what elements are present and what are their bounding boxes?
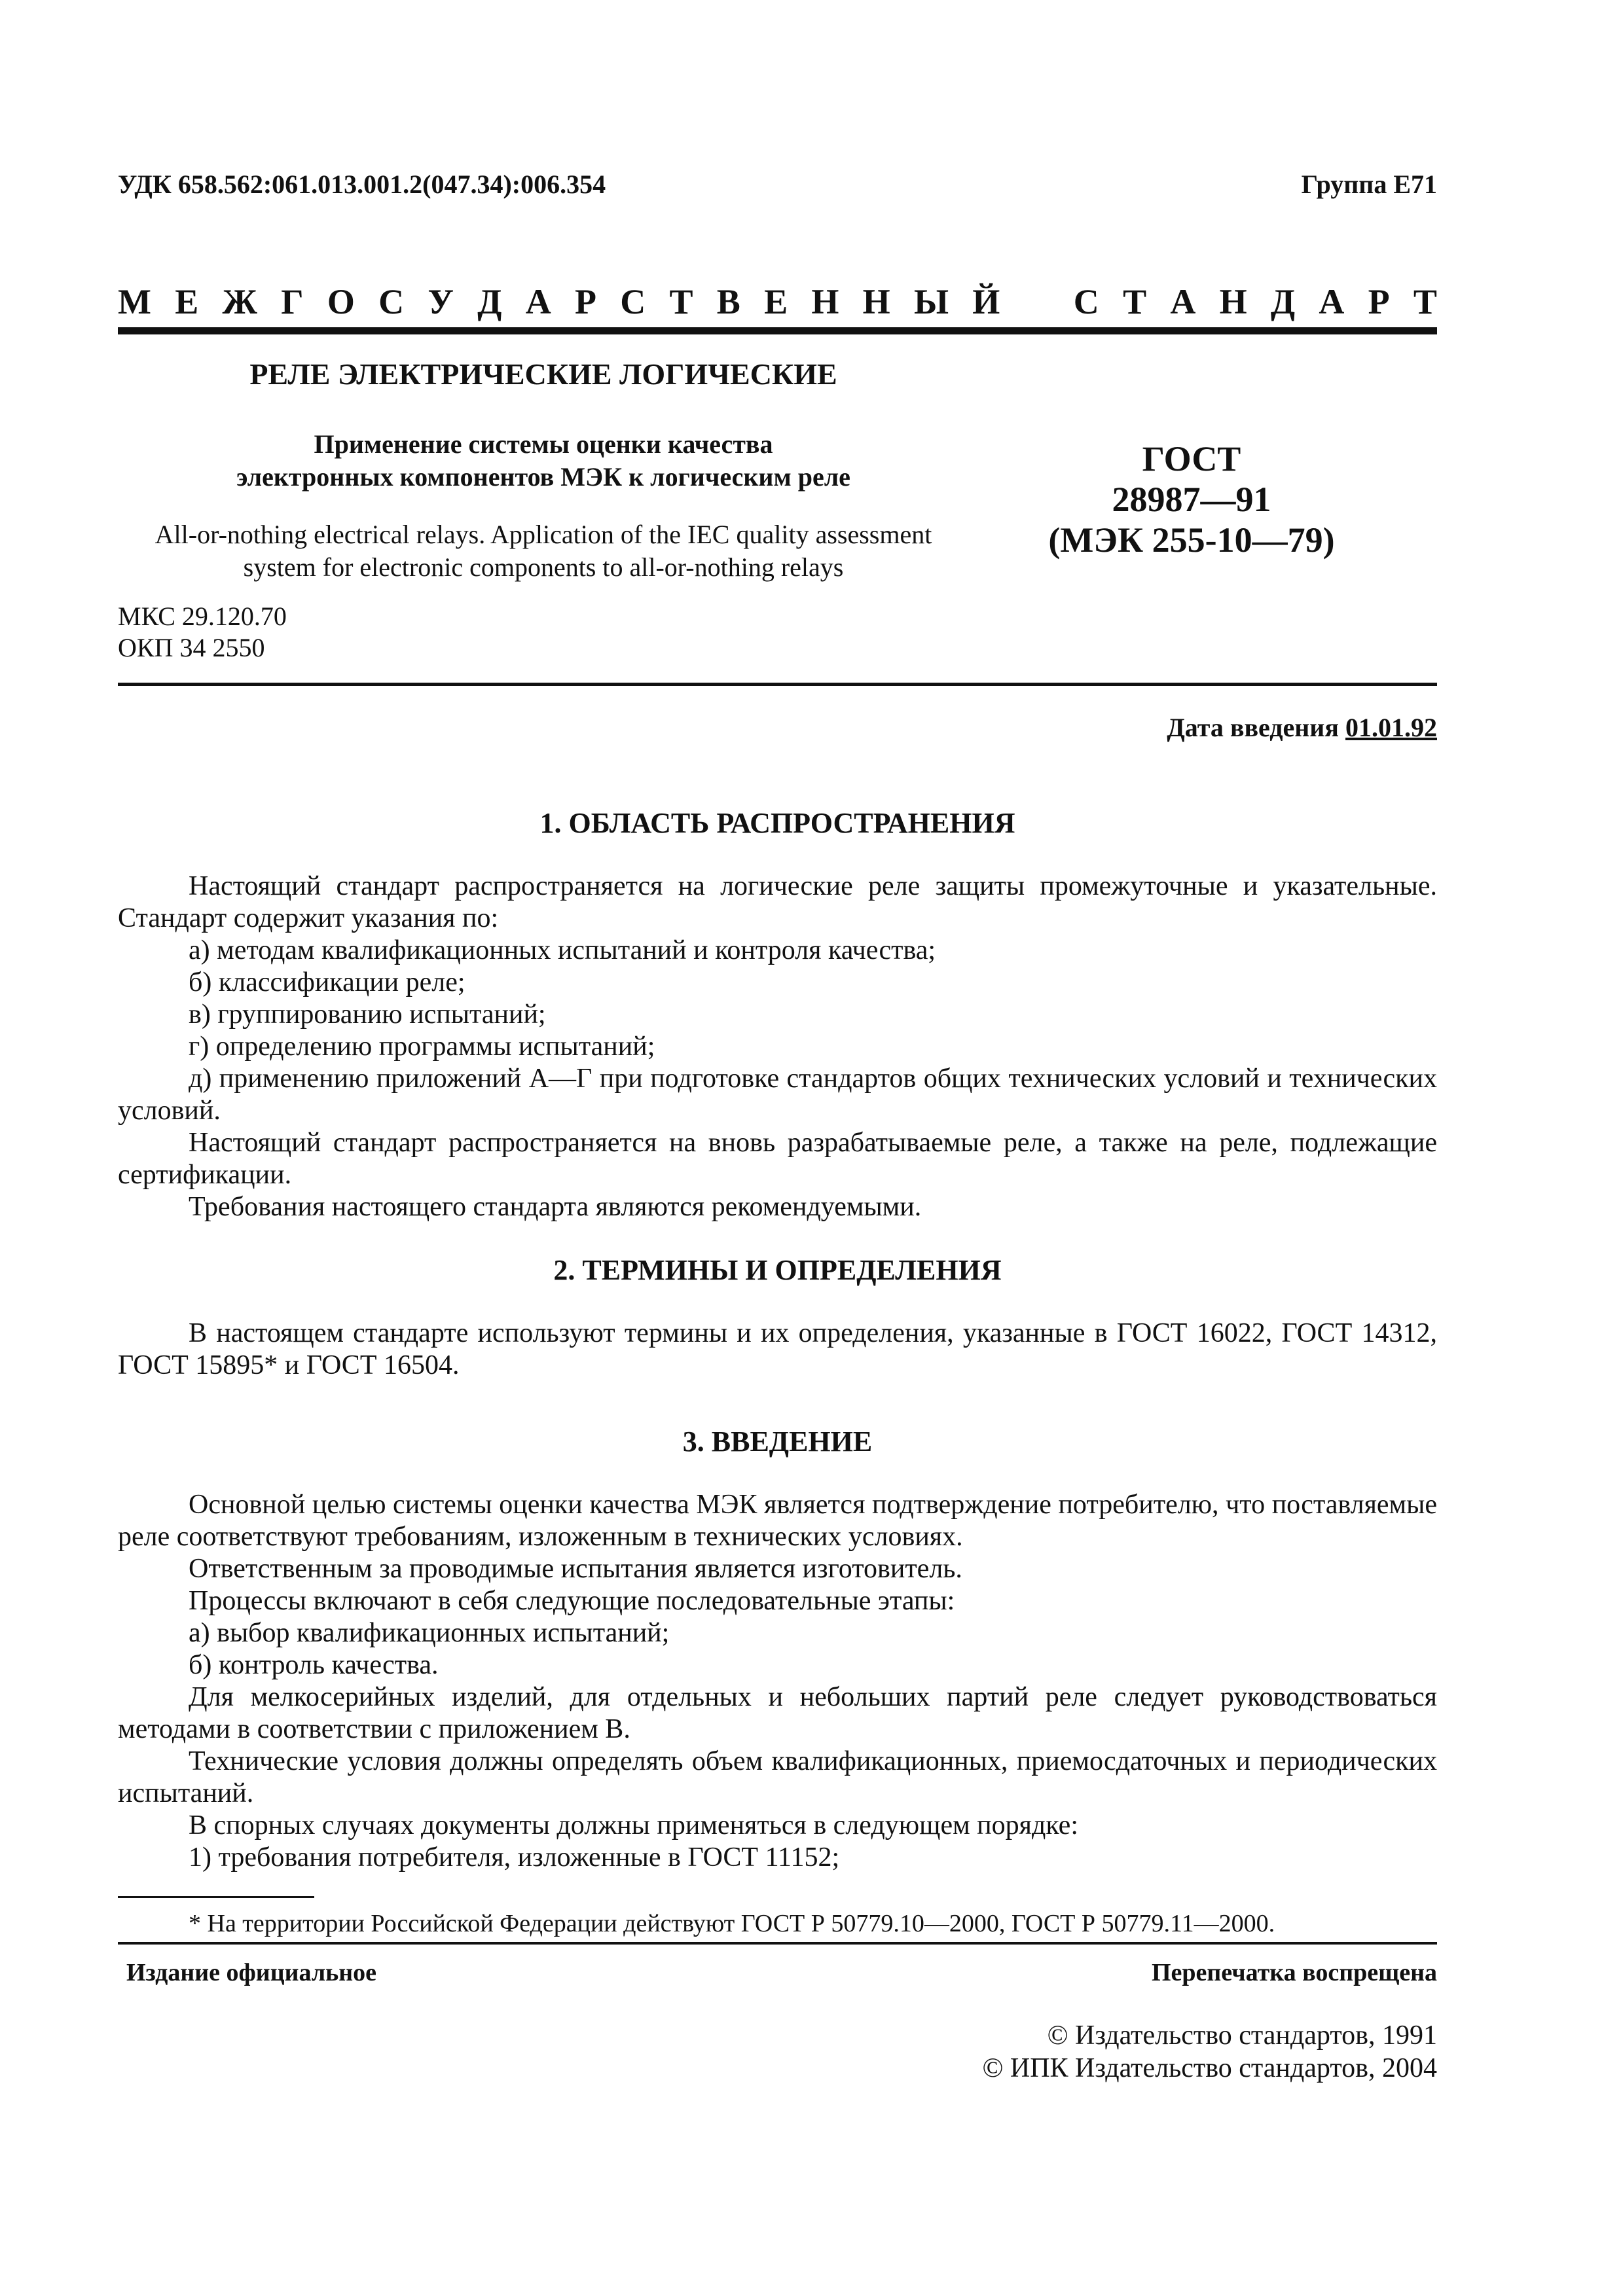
paragraph: 1) требования потребителя, изложенные в ГОСТ 11152;: [189, 1842, 840, 1873]
banner-letter: Ж: [222, 282, 257, 321]
banner-letter: А: [1170, 282, 1196, 321]
banner-letter: Н: [811, 282, 839, 321]
paragraph: Настоящий стандарт распространяется на вновь разрабатываемые реле, а также на реле, подлежащие сертификации.: [118, 1128, 1437, 1190]
paragraph: б) контроль качества.: [189, 1650, 439, 1680]
classification-codes: [118, 601, 287, 664]
paragraph: г) определению программы испытаний;: [189, 1031, 655, 1062]
banner-letter: Р: [1368, 282, 1390, 321]
header-rule: [118, 327, 1437, 334]
banner-letter: О: [327, 282, 355, 321]
paragraph: Процессы включают в себя следующие последовательные этапы:: [189, 1586, 955, 1616]
section-3-body: [118, 1489, 1437, 1874]
paragraph: Ответственным за проводимые испытания является изготовитель.: [189, 1554, 962, 1584]
section-1-body: [118, 870, 1437, 1223]
paragraph: В настоящем стандарте используют термины и их определения, указанные в ГОСТ 16022, ГОСТ 14312, ГОСТ 15895* и ГОСТ 16504.: [118, 1318, 1437, 1380]
paragraph: а) выбор квалификационных испытаний;: [189, 1618, 670, 1648]
banner-letter: Г: [281, 282, 304, 321]
english-title: [118, 518, 969, 584]
mks-code: МКС 29.120.70: [118, 601, 287, 631]
group-code: Группа Е71: [1301, 170, 1437, 199]
banner-gap: [1024, 281, 1050, 322]
banner-letter: Д: [477, 282, 502, 321]
banner-letter: Т: [1123, 282, 1147, 321]
banner-letter: С: [1073, 282, 1099, 321]
banner-letter: А: [1319, 282, 1345, 321]
gost-designation: [1021, 439, 1362, 560]
date-label: Дата введения: [1167, 713, 1339, 742]
title-block: [118, 357, 969, 584]
section-2-body: [118, 1318, 1437, 1382]
paragraph: Технические условия должны определять объем квалификационных, приемосдаточных и периодических испытаний.: [118, 1746, 1437, 1808]
paragraph: В спорных случаях документы должны применяться в следующем порядке:: [189, 1810, 1078, 1840]
date-value: 01.01.92: [1345, 713, 1437, 742]
standard-banner: [118, 281, 1437, 322]
gost-number: 28987—91: [1112, 480, 1271, 519]
banner-letter: Р: [574, 282, 596, 321]
section-3-title: 3. ВВЕДЕНИЕ: [682, 1426, 873, 1458]
banner-letter: В: [716, 282, 740, 321]
paragraph: Основной целью системы оценки качества МЭК является подтверждение потребителю, что поставляемые реле соответствуют требованиям, изложенным в технических условиях.: [118, 1490, 1437, 1552]
banner-letter: Ы: [913, 282, 949, 321]
paragraph: Для мелкосерийных изделий, для отдельных и небольших партий реле следует руководствоваться методами в соответствии с приложением В.: [118, 1682, 1437, 1744]
banner-letter: Т: [669, 282, 693, 321]
section-2-title: 2. ТЕРМИНЫ И ОПРЕДЕЛЕНИЯ: [553, 1254, 1002, 1286]
banner-letter: С: [620, 282, 646, 321]
banner-letter: С: [378, 282, 405, 321]
document-title: РЕЛЕ ЭЛЕКТРИЧЕСКИЕ ЛОГИЧЕСКИЕ: [249, 357, 837, 391]
gost-label: ГОСТ: [1142, 439, 1241, 478]
copyright-block: [982, 2019, 1437, 2085]
paragraph: а) методам квалификационных испытаний и контроля качества;: [189, 935, 936, 965]
paragraph: в) группированию испытаний;: [189, 999, 546, 1030]
banner-letter: Н: [1219, 282, 1247, 321]
banner-letter: Е: [764, 282, 788, 321]
paragraph: д) применению приложений А—Г при подготовке стандартов общих технических условий и технических условий.: [118, 1064, 1437, 1126]
udk-code: УДК 658.562:061.013.001.2(047.34):006.354: [118, 170, 606, 199]
okp-code: ОКП 34 2550: [118, 633, 265, 662]
copyright-2004: © ИПК Издательство стандартов, 2004: [982, 2053, 1437, 2083]
banner-letter: Т: [1413, 282, 1437, 321]
banner-letter: Н: [862, 282, 890, 321]
banner-letter: Д: [1270, 282, 1296, 321]
paragraph: б) классификации реле;: [189, 967, 465, 997]
banner-letter: Е: [175, 282, 199, 321]
reprint-note: Перепечатка воспрещена: [1151, 1959, 1437, 1986]
subtitle-line-2: электронных компонентов МЭК к логическим реле: [236, 462, 850, 492]
banner-letter: Й: [972, 282, 1000, 321]
english-title-line-1: All-or-nothing electrical relays. Application of the IEC quality assessment: [155, 520, 932, 549]
footnote: * На территории Российской Федерации действуют ГОСТ Р 50779.10—2000, ГОСТ Р 50779.11—2000.: [189, 1910, 1275, 1937]
copyright-1991: © Издательство стандартов, 1991: [1047, 2020, 1437, 2051]
subtitle-line-1: Применение системы оценки качества: [314, 429, 773, 459]
document-subtitle: [118, 428, 969, 493]
title-rule: [118, 683, 1437, 686]
introduction-date: [1167, 712, 1437, 743]
section-1-title: 1. ОБЛАСТЬ РАСПРОСТРАНЕНИЯ: [539, 807, 1015, 839]
paragraph: Требования настоящего стандарта являются рекомендуемыми.: [189, 1192, 922, 1222]
english-title-line-2: system for electronic components to all-or-nothing relays: [243, 552, 844, 582]
edition-note: Издание официальное: [126, 1959, 377, 1986]
banner-letter: У: [428, 282, 454, 321]
iec-number: (МЭК 255-10—79): [1048, 520, 1335, 560]
footer-rule: [118, 1942, 1437, 1945]
paragraph: Настоящий стандарт распространяется на логические реле защиты промежуточные и указательные. Стандарт содержит указания по:: [118, 871, 1437, 933]
footnote-rule: [118, 1896, 314, 1898]
banner-letter: М: [118, 282, 151, 321]
banner-letter: А: [525, 282, 551, 321]
